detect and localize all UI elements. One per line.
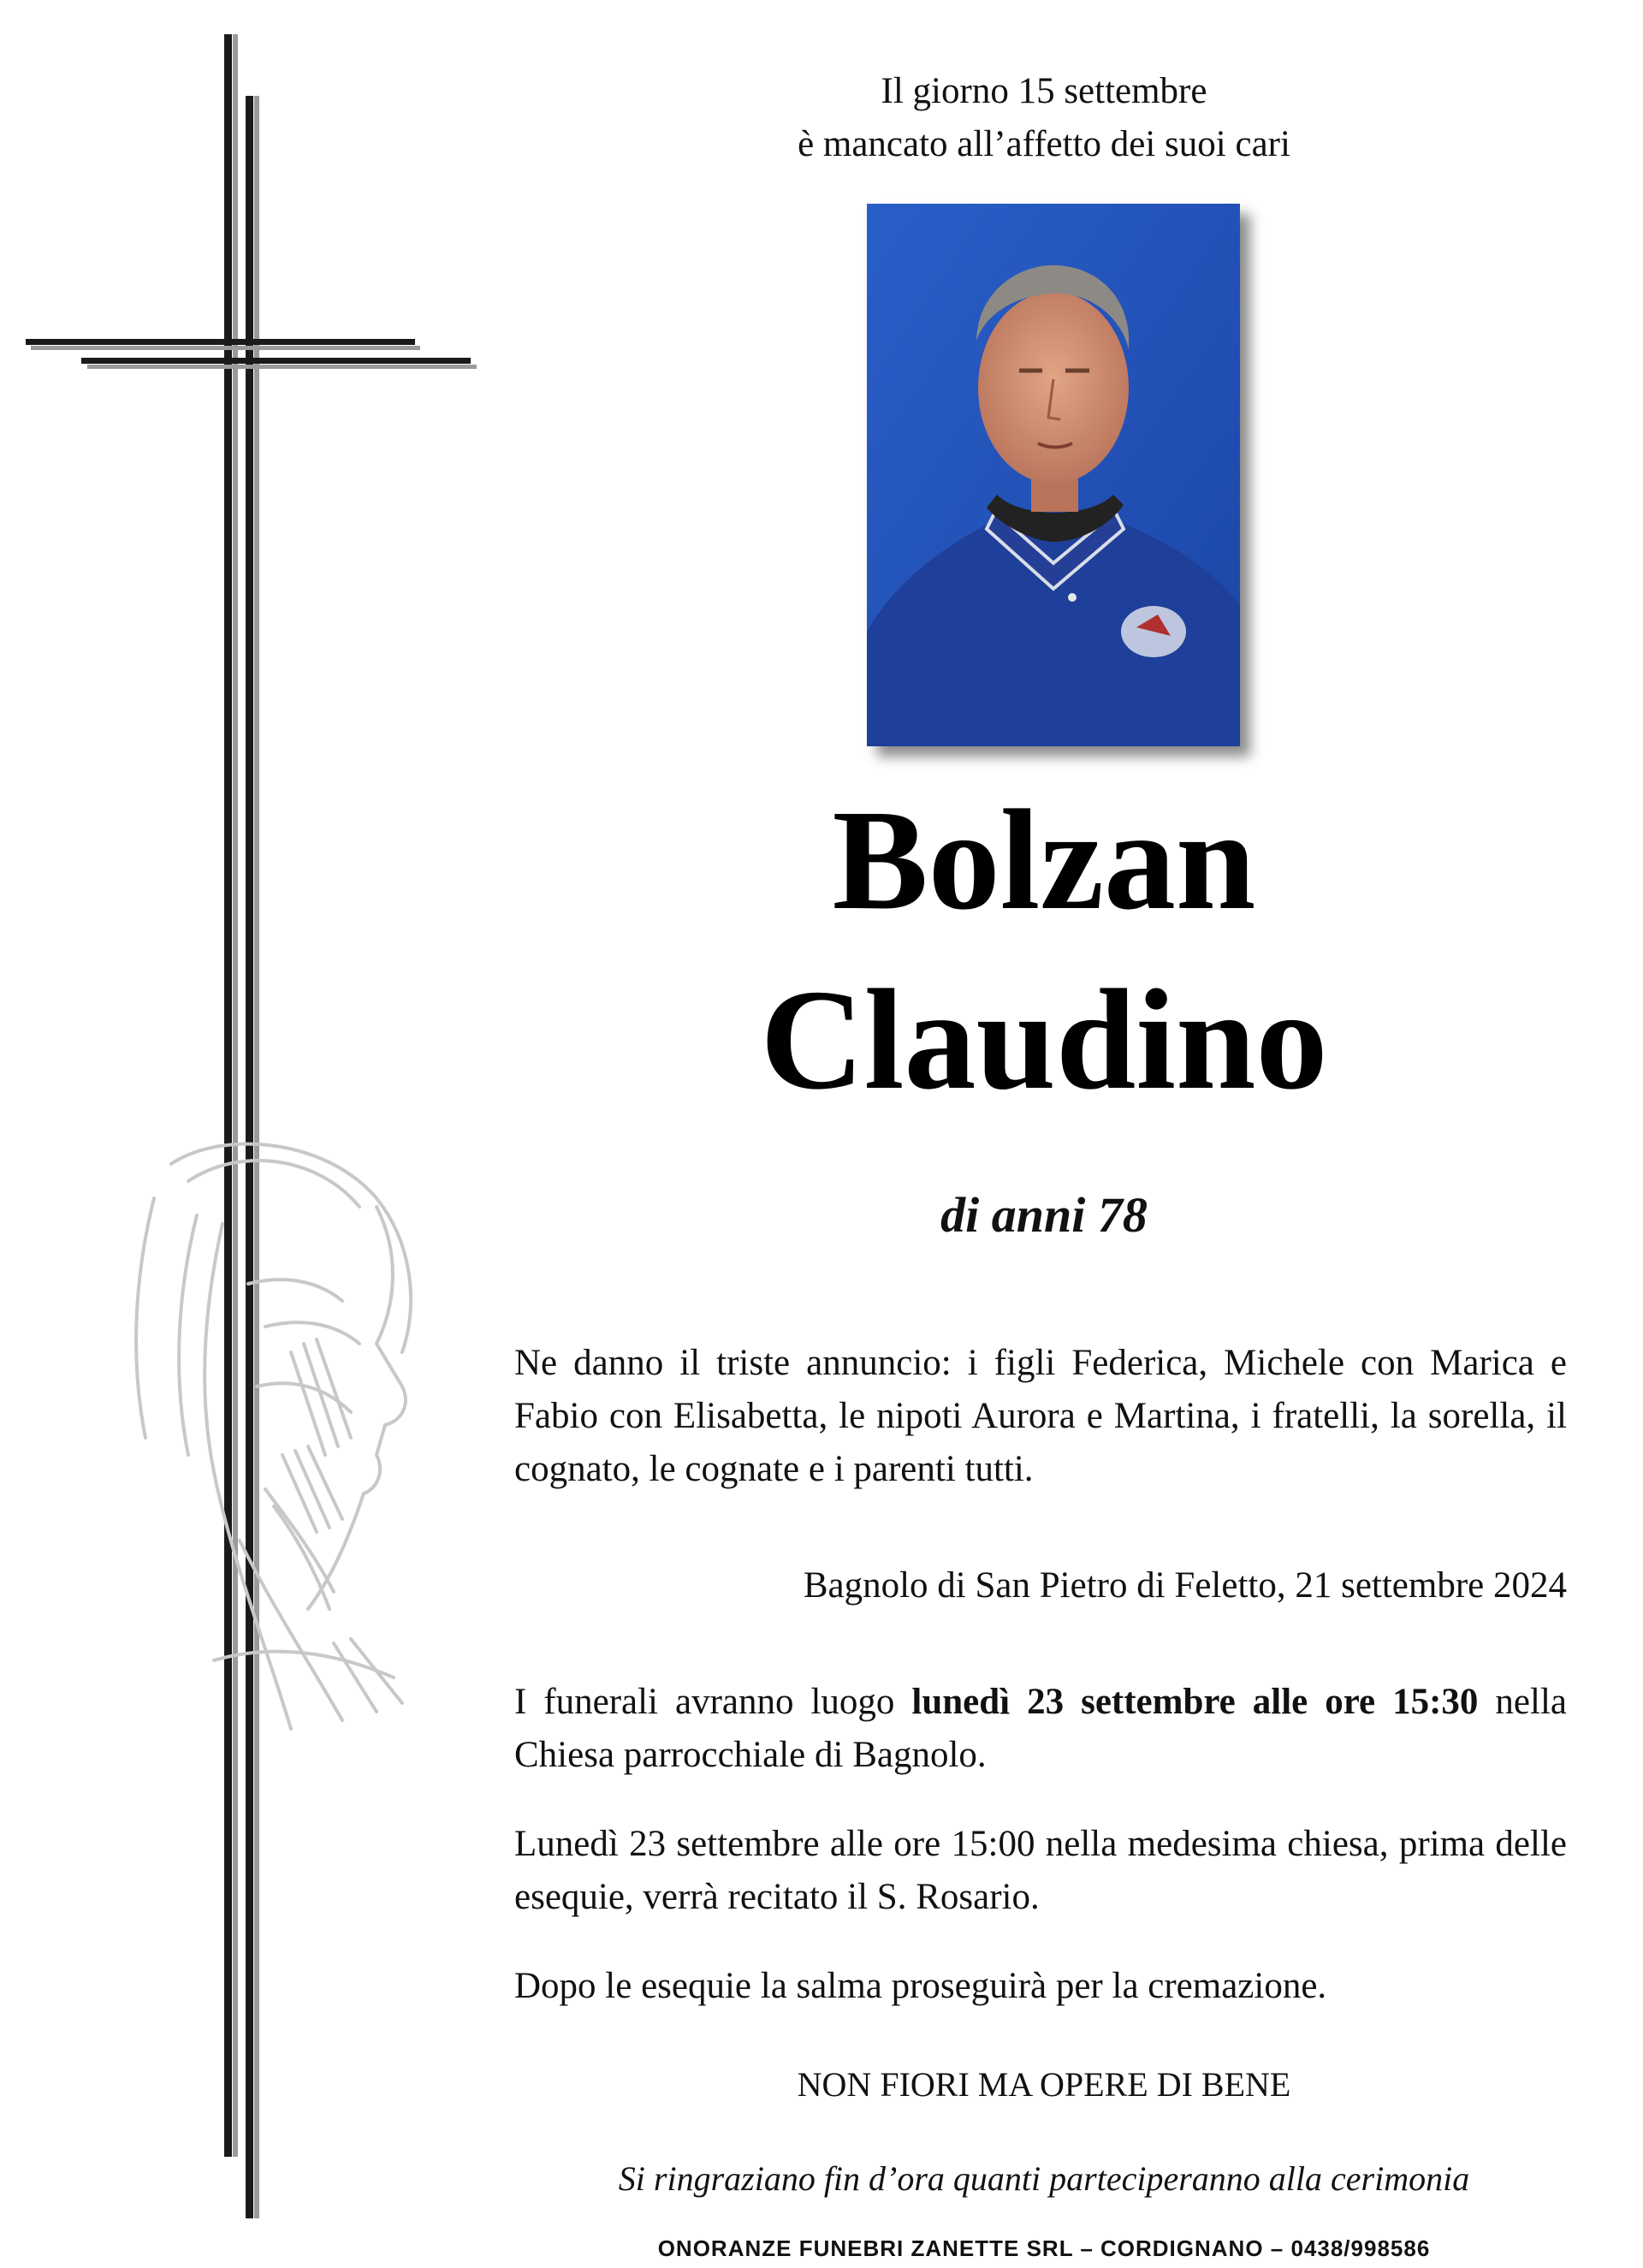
cremation-paragraph: Dopo le esequie la salma proseguirà per la cremazione. (514, 1966, 1327, 2006)
announcement-paragraph: Ne danno il triste annuncio: i figli Federica, Michele con Marica e Fabio con Elisabetta, le nipoti Aurora e Martina, i fratelli, la sorella, il cognato, le cognate e i parenti tutti. (514, 1343, 1567, 1489)
rosary-paragraph: Lunedì 23 settembre alle ore 15:00 nella medesima chiesa, prima delle esequie, verrà recitato il S. Rosario. (514, 1824, 1567, 1917)
cross-horizontal-bar-2 (81, 358, 471, 364)
cross-vertical-bar (224, 34, 232, 2157)
funeral-lead: I funerali avranno luogo (514, 1682, 912, 1722)
funeral-location: nella Chiesa parrocchiale di Bagnolo. (514, 1682, 1567, 1775)
funeral-datetime: lunedì 23 settembre alle ore 15:30 (911, 1682, 1479, 1722)
portrait-image (867, 204, 1240, 746)
place-and-date: Bagnolo di San Pietro di Feletto, 21 settembre 2024 (803, 1565, 1567, 1606)
thanks-line: Si ringraziano fin d’ora quanti parteciperanno alla cerimonia (618, 2159, 1470, 2198)
first-name: Claudino (760, 960, 1328, 1119)
cross-vertical-shadow (233, 34, 238, 2157)
intro-line-2: è mancato all’affetto dei suoi cari (798, 124, 1290, 164)
funeral-home-footer: ONORANZE FUNEBRI ZANETTE SRL – CORDIGNANO – 0438/998586 (657, 2235, 1431, 2261)
cross-horizontal-bar (26, 339, 415, 345)
portrait-photo (867, 204, 1240, 746)
cross-horizontal-shadow-2 (87, 365, 477, 369)
surname: Bolzan (832, 781, 1256, 940)
christ-face-sketch (120, 1130, 496, 1746)
intro-line-1: Il giorno 15 settembre (881, 71, 1207, 111)
age: di anni 78 (940, 1187, 1148, 1243)
cross-horizontal-shadow (31, 346, 420, 350)
flowers-notice: NON FIORI MA OPERE DI BENE (797, 2065, 1291, 2104)
funeral-paragraph (514, 1676, 1567, 1782)
